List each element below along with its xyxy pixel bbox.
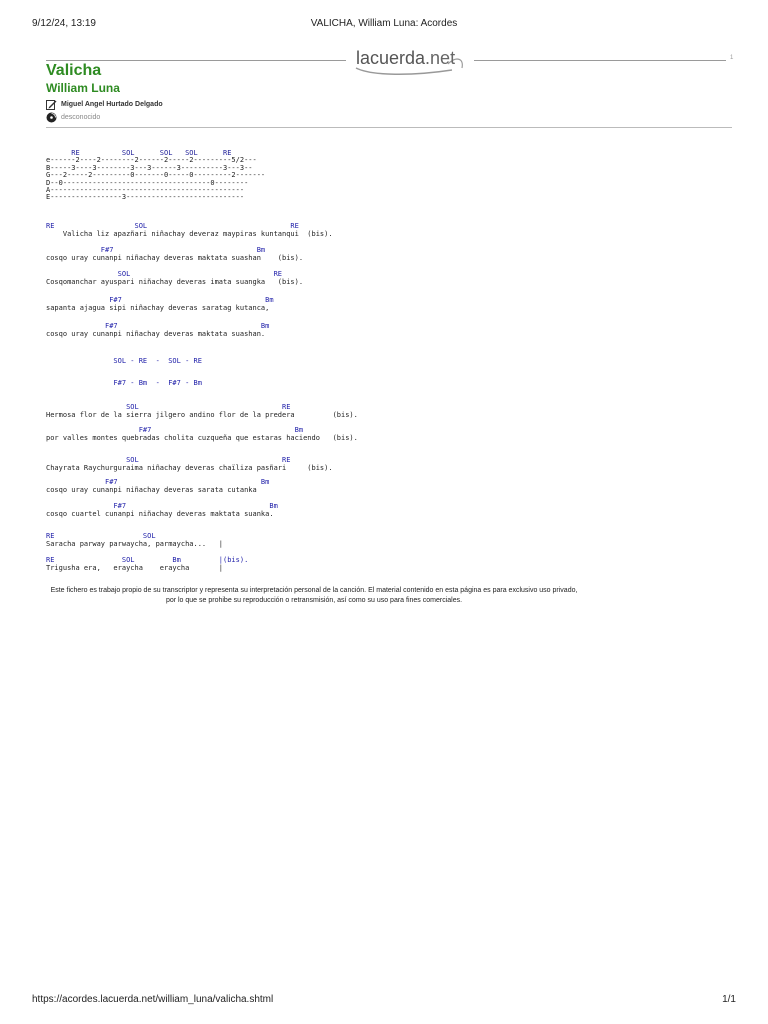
transcriber-row (46, 98, 163, 110)
tab-string-E: E-----------------3---------------------------- (46, 193, 245, 202)
print-title: VALICHA, William Luna: Acordes (310, 18, 458, 29)
lyric-line: sapanta ajagua sipi niñachay deveras saratag kutanca, (46, 304, 270, 312)
tab-string-e: e------2----2--------2------2-----2---------5/2--- (46, 156, 257, 165)
chord-line: SOL RE (46, 456, 291, 464)
lyric-line: cosqo uray cunanpi niñachay deveras maktata suashan. (46, 330, 266, 338)
print-datetime: 9/12/24, 13:19 (32, 18, 96, 29)
tab-string-A: A---------------------------------------------- (46, 186, 245, 195)
chord-line: F#7 Bm (46, 502, 278, 510)
tab-chords: RE SOL SOL SOL RE (46, 149, 232, 157)
chord-line: SOL RE (46, 270, 283, 278)
chord-line: F#7 Bm (46, 296, 274, 304)
chord-line: RE SOL (46, 532, 156, 540)
tab-string-D: D--0-----------------------------------0-------- (46, 178, 249, 187)
site-logo[interactable] (352, 46, 468, 76)
chord-line: F#7 Bm (46, 246, 266, 254)
chord-line: F#7 Bm (46, 426, 304, 434)
edit-icon (46, 99, 57, 110)
chord-line: SOL - RE - SOL - RE (46, 357, 202, 365)
page-marker: 1 (730, 55, 734, 61)
lyric-line: Saracha parway parwaycha, parmaycha... | (46, 540, 224, 548)
lyric-line: Hermosa flor de la sierra jilgero andino flor de la predera (bis). (46, 411, 358, 419)
chord-line: RE SOL Bm |(bis). (46, 556, 249, 564)
lyric-line: Cosqomanchar ayuspari niñachay deveras imata suangka (bis). (46, 278, 304, 286)
chord-line: F#7 - Bm - F#7 - Bm (46, 379, 202, 387)
header-rule-left (46, 60, 346, 61)
print-page-count: 1/1 (722, 994, 736, 1005)
tab-string-G: G---2-----2---------0-------0-----0---------2------- (46, 171, 266, 180)
lyric-line: Chayrata Raychurguraima niñachay deveras chaïliza pasñari (bis). (46, 464, 333, 472)
disc-icon (46, 112, 57, 123)
chord-line: F#7 Bm (46, 322, 270, 330)
song-title: Valicha (46, 62, 102, 79)
lyric-line: por valles montes quebradas cholita cuzqueña que estaras haciendo (bis). (46, 434, 358, 442)
lyric-line: Trigusha era, eraycha eraycha | (46, 564, 224, 572)
logo-text: lacuerda (356, 48, 426, 68)
guitar-tablature (46, 150, 265, 202)
lyric-line: cosqo uray cunanpi niñachay deveras maktata suashan (bis). (46, 254, 304, 262)
chord-line: RE SOL RE (46, 222, 299, 230)
transcriber-name: Miguel Angel Hurtado Delgado (61, 100, 163, 108)
logo-tld: .net (425, 48, 456, 68)
chord-line: SOL RE (46, 403, 291, 411)
tab-string-B: B-----3----3--------3---3------3----------3---3-- (46, 163, 253, 172)
artist-link[interactable]: William Luna (46, 81, 120, 95)
lyric-line: cosqo cuartel cunanpi niñachay deveras maktata suanka. (46, 510, 274, 518)
album-row (46, 111, 100, 123)
print-url: https://acordes.lacuerda.net/william_luna/valicha.shtml (32, 994, 274, 1005)
chord-line: F#7 Bm (46, 478, 270, 486)
lyric-line: Valicha liz apazñari niñachay deveraz maypiras kuntanqui (bis). (46, 230, 333, 238)
album-name: desconocido (61, 113, 101, 121)
print-header (32, 18, 736, 30)
disclaimer-text: Este fichero es trabajo propio de su transcriptor y representa su interpretación personal de la canción. El material contenido en esta página es para exclusivo uso privado, por lo que se prohibe su reproducción o retransmisión, así como su uso para fines comerciales. (50, 587, 578, 604)
header-rule-right (474, 60, 726, 61)
title-divider (46, 127, 732, 128)
print-footer (32, 994, 736, 1006)
lyric-line: cosqo uray cunanpi niñachay deveras sarata cutanka (46, 486, 257, 494)
